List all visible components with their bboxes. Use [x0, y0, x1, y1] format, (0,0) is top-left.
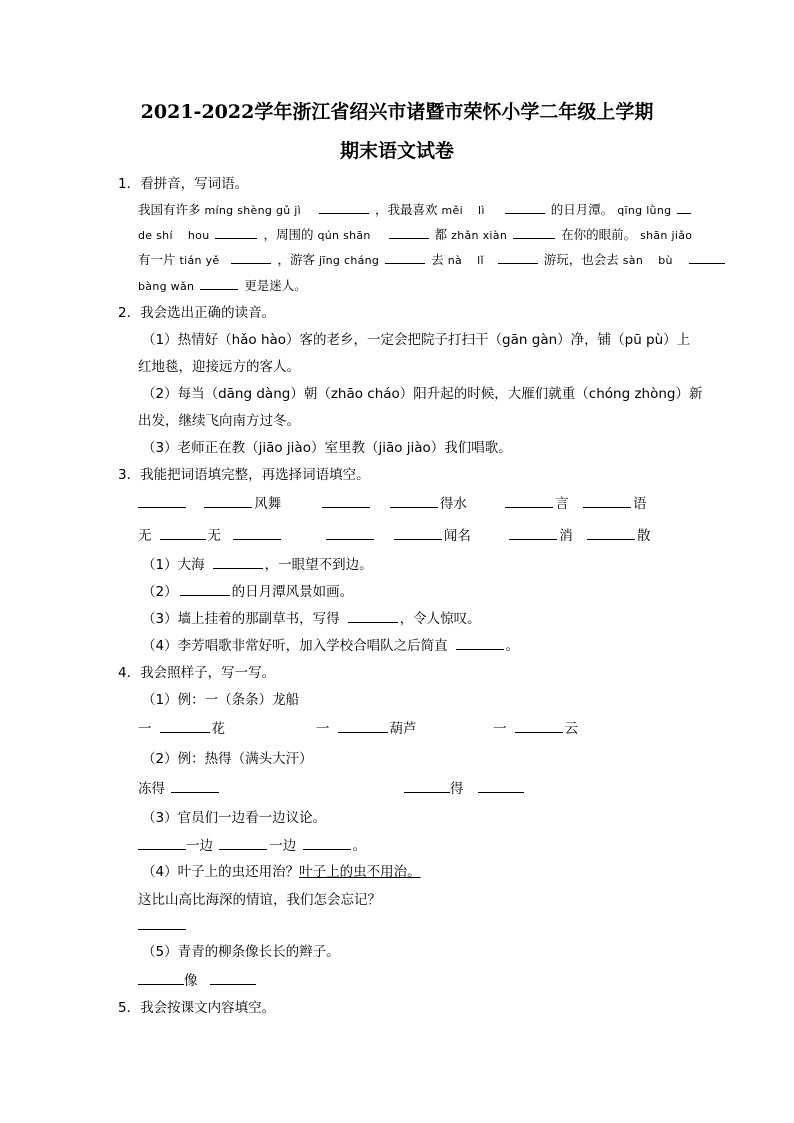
q4-yi: 一 — [493, 721, 507, 737]
q3-text: （1）大海 — [142, 557, 205, 573]
idiom-yan: 言 — [555, 496, 569, 512]
pinyin: de shí hou — [138, 229, 210, 242]
q4-yibian: 一边 — [269, 838, 297, 854]
q4-example5: （5）青青的柳条像长长的辫子。 — [142, 944, 340, 960]
pinyin: sàn bù — [622, 254, 673, 267]
q4-example2: （2）例：热得（满头大汗） — [142, 751, 313, 767]
q1-text: 游玩，也会去 — [543, 252, 619, 267]
q3-text: 的日月潭风景如画。 — [231, 584, 354, 600]
answer-blank[interactable] — [138, 971, 184, 985]
q2-sentence3: （3）老师正在教（jiāo jiào）室里教（jiāo jiào）我们唱歌。 — [142, 440, 512, 456]
pinyin: bàng wǎn — [138, 280, 195, 293]
q4-yi: 一 — [316, 721, 330, 737]
pinyin: zhǎn xiàn — [451, 229, 508, 242]
answer-blank[interactable] — [319, 200, 369, 214]
answer-blank[interactable] — [587, 526, 635, 540]
answer-blank[interactable] — [689, 250, 725, 264]
doc-title-line1: 2021-2022学年浙江省绍兴市诸暨市荣怀小学二年级上学期 — [140, 101, 654, 123]
pinyin: jīng cháng — [318, 254, 380, 267]
q1-heading: 1．看拼音，写词语。 — [118, 176, 249, 192]
q3-text: 。 — [505, 638, 520, 654]
q2-sentence1: （1）热情好（hǎo hào）客的老乡，一定会把院子打扫干（gān gàn）净，铺（pū pù）上 — [142, 332, 691, 348]
answer-blank[interactable] — [231, 250, 271, 264]
q4-heading: 4．我会照样子，写一写。 — [118, 665, 276, 681]
q3-heading: 3．我能把词语填完整，再选择词语填空。 — [118, 467, 370, 483]
answer-blank[interactable] — [389, 225, 429, 239]
answer-blank[interactable] — [505, 200, 545, 214]
answer-blank[interactable] — [213, 555, 263, 569]
answer-blank[interactable] — [505, 494, 553, 508]
idiom-san: 散 — [636, 528, 651, 544]
q3-fill4 — [142, 636, 519, 656]
q1-text: ，周围的 — [263, 227, 314, 242]
idiom-deshui: 得水 — [439, 496, 467, 512]
q1-text: 去 — [431, 252, 444, 267]
answer-blank[interactable] — [160, 719, 210, 733]
q1-text: 我国有许多 — [138, 202, 201, 217]
q3-fill3 — [142, 609, 481, 629]
q4-period: 。 — [352, 838, 367, 854]
q1-text: 的日月潭。 — [550, 202, 614, 217]
q3-fill2 — [142, 582, 353, 602]
q3-fill1 — [142, 555, 373, 575]
q1-row1 — [138, 200, 693, 221]
doc-title-line2: 期末语文试卷 — [339, 140, 454, 162]
answer-blank[interactable] — [498, 250, 538, 264]
q1-text: 在你的眼前。 — [561, 227, 637, 242]
answer-blank[interactable] — [338, 719, 388, 733]
q4-example1: （1）例：一（条条）龙船 — [142, 692, 300, 708]
q4-ex4-answer — [138, 916, 186, 936]
idiom-wenming: 闻名 — [443, 528, 471, 544]
q2-sentence2: （2）每当（dāng dàng）朝（zhāo cháo）阳升起的时候，大雁们就重（chóng zhòng）新 — [142, 386, 703, 402]
answer-blank[interactable] — [233, 526, 281, 540]
q1-text: 更是迷人。 — [244, 278, 307, 293]
q5-heading: 5．我会按课文内容填空。 — [118, 1000, 276, 1016]
q4-ex1-answers — [138, 719, 598, 739]
q3-text: ，一眼望不到边。 — [264, 557, 373, 573]
pinyin: tián yě — [179, 254, 220, 267]
q3-text: （2） — [142, 584, 178, 600]
pinyin: qīng lǜng — [617, 204, 672, 217]
q2-sentence2-cont: 出发，继续飞向南方过冬。 — [138, 413, 300, 429]
pinyin: shān jiǎo — [640, 229, 693, 242]
answer-blank[interactable] — [215, 225, 257, 239]
answer-blank[interactable] — [390, 494, 438, 508]
q1-text: 都 — [434, 227, 448, 242]
q4-ex3-answers — [138, 836, 366, 856]
answer-blank[interactable] — [138, 916, 186, 930]
answer-blank[interactable] — [385, 250, 425, 264]
idiom-wu2: 无 — [207, 528, 221, 544]
idiom-xiao: 消 — [559, 528, 573, 544]
pinyin: nà lǐ — [447, 254, 484, 267]
pinyin: měi lì — [441, 204, 485, 217]
q1-row3 — [138, 250, 727, 271]
answer-blank[interactable] — [138, 494, 186, 508]
answer-blank[interactable] — [160, 526, 206, 540]
idiom-fengwu: 风舞 — [254, 496, 282, 512]
answer-blank[interactable] — [219, 836, 267, 850]
q1-row2 — [138, 225, 692, 246]
answer-blank[interactable] — [583, 494, 631, 508]
q1-text: 有一片 — [138, 252, 176, 267]
q4-dongde: 冻得 — [138, 781, 165, 797]
answer-blank[interactable] — [326, 526, 374, 540]
q3-text: （3）墙上挂着的那副草书，写得 — [142, 611, 340, 627]
q4-example4-task: 这比山高比海深的情谊，我们怎会忘记？ — [138, 892, 381, 908]
q4-example4 — [142, 862, 421, 882]
q1-row4 — [138, 276, 307, 297]
answer-blank[interactable] — [138, 836, 186, 850]
idiom-wu1: 无 — [138, 528, 152, 544]
answer-blank[interactable] — [348, 609, 398, 623]
q4-ex2-answers — [138, 779, 538, 799]
q2-heading: 2．我会选出正确的读音。 — [118, 305, 276, 321]
answer-blank[interactable] — [513, 225, 555, 239]
q4-de: 得 — [450, 781, 464, 797]
q4-ex5-answers — [138, 971, 258, 991]
q4-yi: 一 — [138, 721, 152, 737]
answer-blank[interactable] — [515, 719, 563, 733]
q2-sentence1-cont: 红地毯，迎接远方的客人。 — [138, 359, 300, 375]
answer-blank[interactable] — [509, 526, 557, 540]
q3-text: （4）李芳唱歌非常好听，加入学校合唱队之后简直 — [142, 638, 448, 654]
q3-text: ，令人惊叹。 — [399, 611, 481, 627]
q4-example3: （3）官员们一边看一边议论。 — [142, 810, 327, 826]
answer-blank[interactable] — [180, 582, 230, 596]
answer-blank[interactable] — [478, 779, 524, 793]
answer-blank[interactable] — [204, 494, 252, 508]
answer-blank[interactable] — [322, 494, 370, 508]
q4-xiang: 像 — [184, 973, 198, 989]
answer-blank[interactable] — [171, 779, 219, 793]
answer-blank[interactable] — [303, 836, 351, 850]
answer-blank[interactable] — [210, 971, 256, 985]
pinyin: qún shān — [317, 229, 371, 242]
answer-blank[interactable] — [200, 276, 238, 290]
q4-e4-answer: 叶子上的虫不用治。 — [299, 864, 421, 880]
answer-blank[interactable] — [677, 200, 691, 214]
answer-blank[interactable] — [394, 526, 442, 540]
answer-blank[interactable] — [456, 636, 504, 650]
q4-yun: 云 — [564, 721, 578, 737]
idiom-yu: 语 — [632, 496, 647, 512]
q4-yibian: 一边 — [186, 838, 213, 854]
q4-e4-question: （4）叶子上的虫还用治？ — [142, 864, 300, 880]
q4-hua: 花 — [211, 721, 225, 737]
q1-text: ，游客 — [277, 252, 315, 267]
answer-blank[interactable] — [404, 779, 450, 793]
q3-words-row1 — [138, 494, 646, 514]
q3-words-row2 — [138, 526, 650, 546]
q1-text: ，我最喜欢 — [374, 202, 438, 217]
q4-hulu: 葫芦 — [389, 721, 417, 737]
pinyin: míng shèng gǔ jì — [204, 204, 302, 217]
